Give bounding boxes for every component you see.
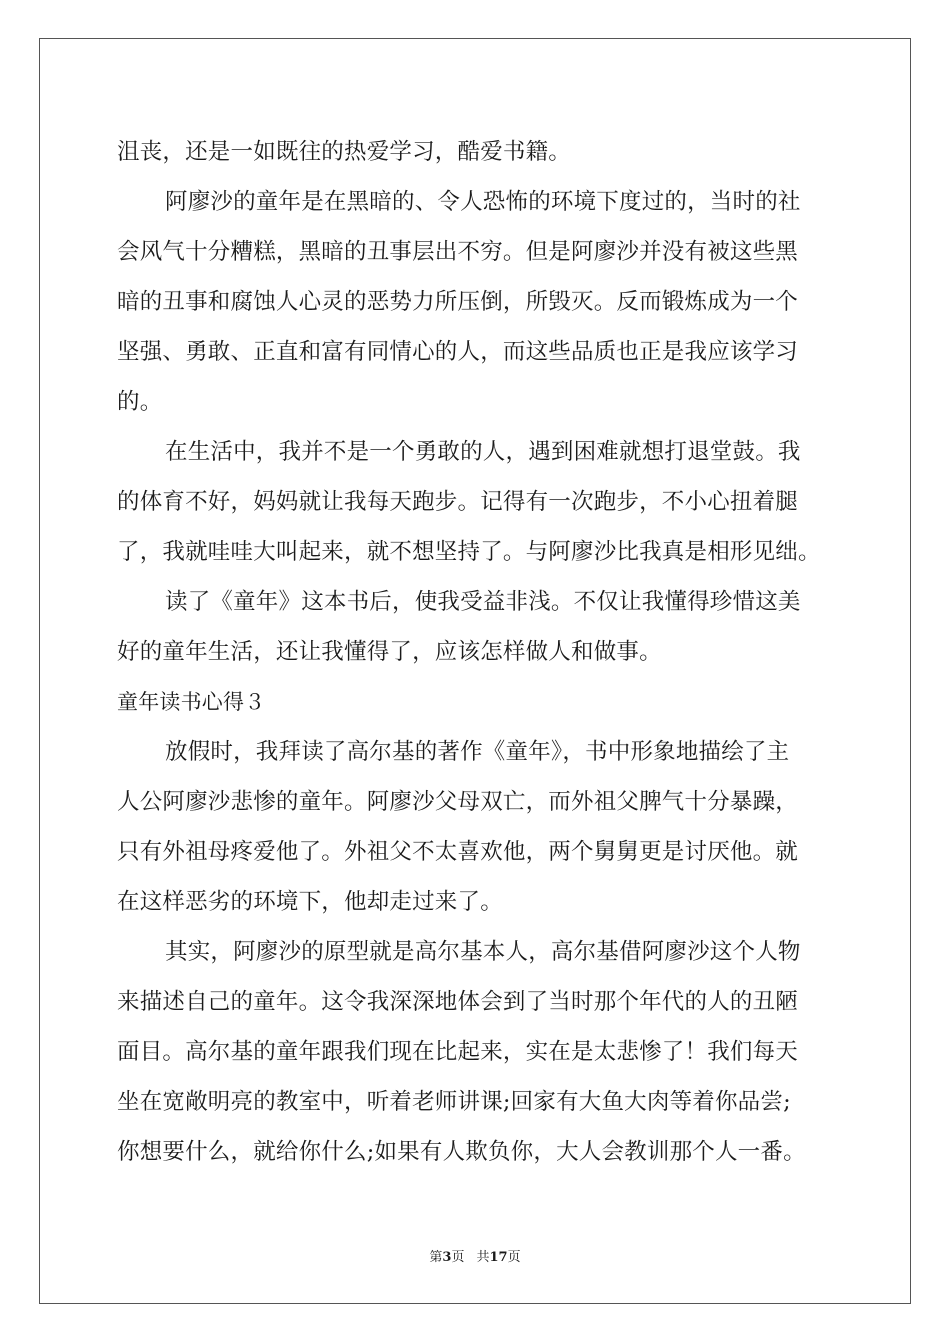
text-line-17: 其实，阿廖沙的原型就是高尔基本人，高尔基借阿廖沙这个人物 — [165, 939, 801, 965]
total-prefix: 共 — [476, 1250, 490, 1265]
text-line-3: 会风气十分糟糕，黑暗的丑事层出不穷。但是阿廖沙并没有被这些黑 — [117, 239, 799, 265]
text-line-7: 在生活中，我并不是一个勇敢的人，遇到困难就想打退堂鼓。我 — [165, 439, 801, 465]
text-line-1: 沮丧，还是一如既往的热爱学习，酷爱书籍。 — [117, 139, 572, 165]
page-number: 3 — [442, 1250, 452, 1265]
page-suffix: 页 — [451, 1250, 465, 1265]
text-line-21: 你想要什么，就给你什么;如果有人欺负你，大人会教训那个人一番。 — [117, 1139, 806, 1165]
page-prefix: 第 — [429, 1250, 443, 1265]
document-body — [117, 127, 837, 1177]
text-line-8: 的体育不好，妈妈就让我每天跑步。记得有一次跑步，不小心扭着腿 — [117, 489, 799, 515]
text-line-18: 来描述自己的童年。这令我深深地体会到了当时那个年代的人的丑陋 — [117, 989, 799, 1015]
text-line-11: 好的童年生活，还让我懂得了，应该怎样做人和做事。 — [117, 639, 662, 665]
text-line-6: 的。 — [117, 389, 163, 415]
section-heading: 童年读书心得３ — [117, 690, 266, 714]
text-line-10: 读了《童年》这本书后，使我受益非浅。不仅让我懂得珍惜这美 — [165, 589, 801, 615]
text-line-14: 人公阿廖沙悲惨的童年。阿廖沙父母双亡，而外祖父脾气十分暴躁， — [117, 789, 799, 815]
text-line-15: 只有外祖母疼爱他了。外祖父不太喜欢他，两个舅舅更是讨厌他。就 — [117, 839, 799, 865]
text-line-2: 阿廖沙的童年是在黑暗的、令人恐怖的环境下度过的，当时的社 — [165, 189, 801, 215]
text-line-9: 了，我就哇哇大叫起来，就不想坚持了。与阿廖沙比我真是相形见绌。 — [117, 539, 821, 565]
total-pages: 17 — [489, 1250, 508, 1265]
text-line-20: 坐在宽敞明亮的教室中，听着老师讲课;回家有大鱼大肉等着你品尝; — [117, 1089, 791, 1115]
page-footer — [0, 1246, 950, 1265]
text-line-16: 在这样恶劣的环境下，他却走过来了。 — [117, 889, 503, 915]
text-line-5: 坚强、勇敢、正直和富有同情心的人，而这些品质也正是我应该学习 — [117, 339, 799, 365]
text-line-19: 面目。高尔基的童年跟我们现在比起来，实在是太悲惨了！我们每天 — [117, 1039, 799, 1065]
text-line-4: 暗的丑事和腐蚀人心灵的恶势力所压倒，所毁灭。反而锻炼成为一个 — [117, 289, 799, 315]
total-suffix: 页 — [507, 1250, 521, 1265]
text-line-13: 放假时，我拜读了高尔基的著作《童年》，书中形象地描绘了主 — [165, 739, 790, 765]
